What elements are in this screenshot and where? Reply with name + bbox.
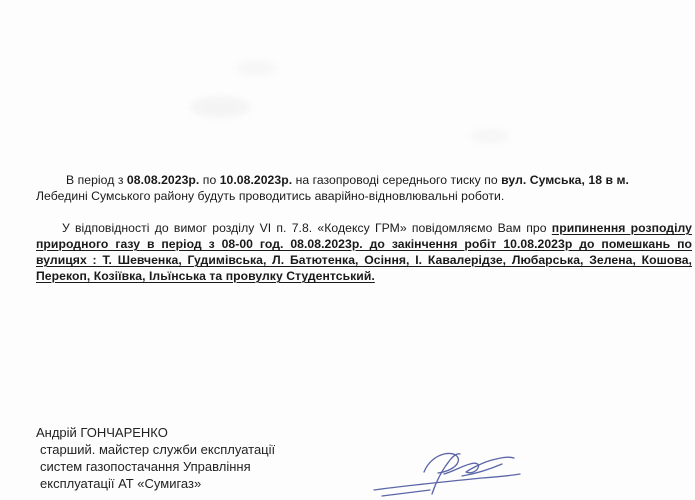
p1-address: вул. Сумська, 18 в м. bbox=[501, 173, 629, 187]
scan-smudge bbox=[236, 60, 276, 76]
p2-period: в період з 08-00 год. 08.08.2023р. до закінчення робіт 10.08.2023р до помешкань по вулицях : bbox=[36, 237, 692, 267]
scan-smudge bbox=[470, 128, 510, 144]
notice-paragraph-1 bbox=[36, 172, 688, 204]
p2-intro: У відповідності до вимог розділу VI п. 7.8. «Кодексу ГРМ» повідомляємо Вам про bbox=[62, 221, 552, 235]
signatory-name: Андрій ГОНЧАРЕНКО bbox=[36, 425, 168, 440]
p2-streets: Т. Шевченка, Гудимівська, Л. Батютенка, Осіння, І. Кавалерідзе, Любарська, Зелена, Кошова, Перекоп, Козіївка, Ільїнська та провулку Студентський. bbox=[36, 253, 692, 283]
p1-date-to: 10.08.2023р. bbox=[219, 173, 293, 187]
signatory-position-3: експлуатації АТ «Сумигаз» bbox=[40, 476, 202, 491]
handwritten-signature bbox=[362, 442, 532, 500]
notice-paragraph-2 bbox=[36, 220, 692, 284]
p1-text-pipeline: на газопроводі середнього тиску по bbox=[292, 173, 502, 187]
p2-gas-stop: припинення розподілу природного газу bbox=[36, 221, 692, 251]
p1-text-by: по bbox=[199, 173, 220, 187]
p1-line2: Лебедині Сумського району будуть проводитись аварійно-відновлювальні роботи. bbox=[36, 189, 505, 203]
signatory-block bbox=[36, 424, 275, 492]
signatory-position-2: систем газопостачання Управління bbox=[40, 459, 251, 474]
signatory-position-1: старший. майстер служби експлуатації bbox=[40, 442, 276, 457]
p1-date-from: 08.08.2023р. bbox=[126, 173, 200, 187]
p1-text-start: В період з bbox=[66, 173, 127, 187]
scan-smudge bbox=[190, 96, 250, 118]
p2-body bbox=[36, 220, 692, 284]
